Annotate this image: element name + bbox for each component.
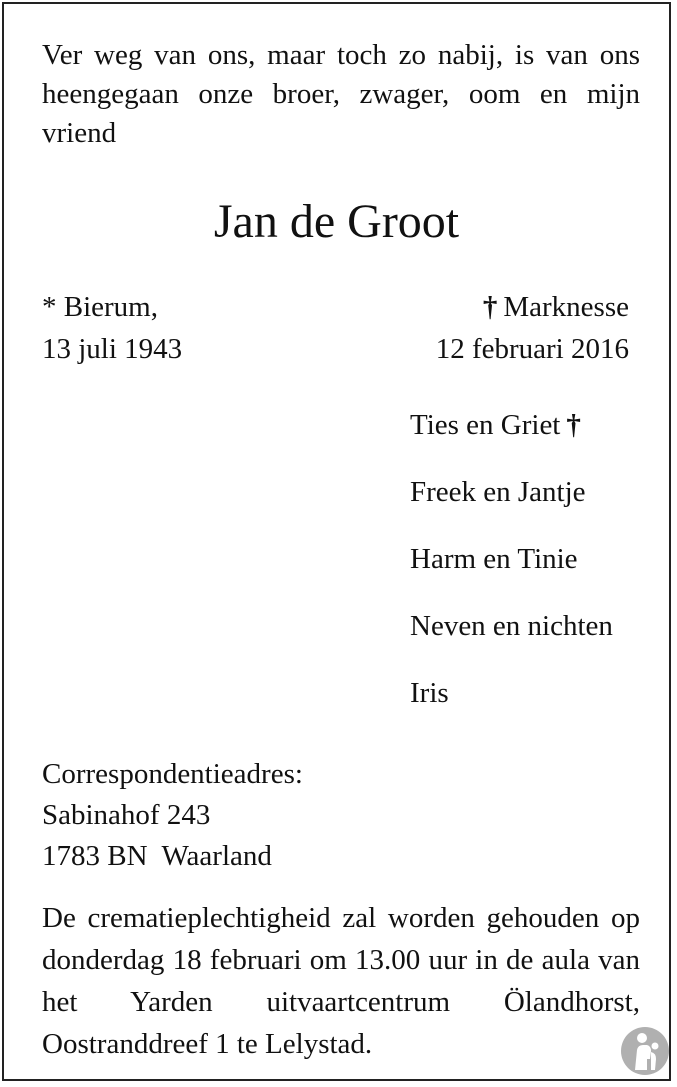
cross-icon: † [566,409,581,441]
family-member: Ties en Griet † [410,409,581,441]
death-place: Marknesse [503,291,629,323]
family-member: Harm en Tinie [410,543,578,575]
death-place-line [436,286,629,328]
correspondence-address [42,754,303,877]
intro-text: Ver weg van ons, maar toch zo nabij, is van ons heengegaan onze broer, zwager, oom en mijn vriend [42,39,640,149]
cross-icon: † [482,291,498,323]
family-member: Neven en nichten [410,610,613,642]
service-details: De crematieplechtigheid zal worden gehouden op donderdag 18 februari om 13.00 uur in de aula van het Yarden uitvaartcentrum Ölandhorst, Oostranddreef 1 te Lelystad. [42,902,641,1060]
family-list [410,400,613,735]
address-street: Sabinahof 243 [42,799,211,831]
address-city: 1783 BN Waarland [42,840,272,872]
birth-info [42,286,182,370]
family-member: Iris [410,677,449,709]
family-member: Freek en Jantje [410,476,586,508]
death-info [436,286,629,370]
death-date: 12 februari 2016 [435,333,629,365]
birth-date: 13 juli 1943 [42,333,183,365]
address-label: Correspondentieadres: [42,758,303,790]
obituary-card [2,2,671,1081]
birth-place: * Bierum, [42,291,158,323]
deceased-name: Jan de Groot [213,195,460,248]
memorial-logo-icon [620,1026,670,1076]
